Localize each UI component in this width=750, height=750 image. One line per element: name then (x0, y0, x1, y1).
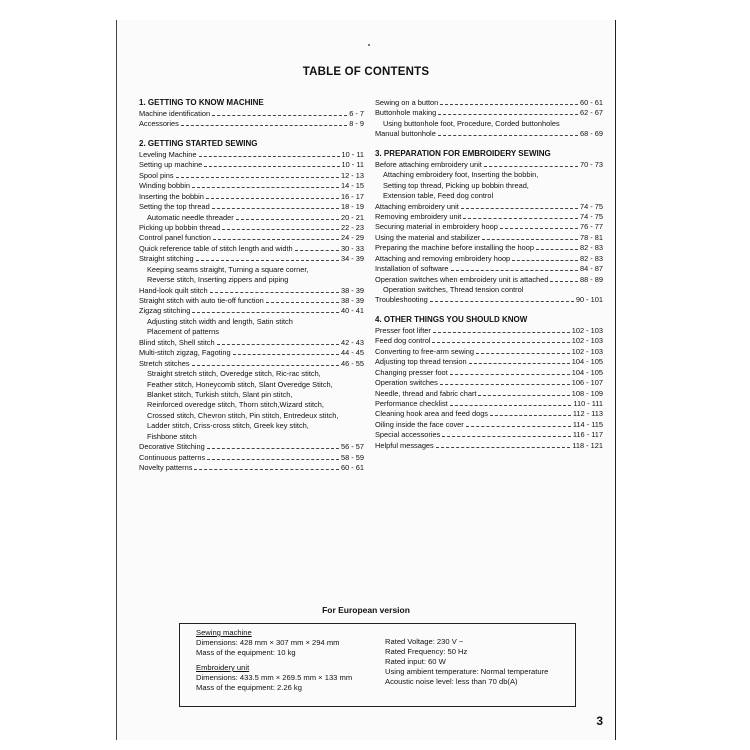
toc-entry-pages: 12 - 13 (340, 170, 364, 180)
dot-leader (440, 99, 578, 105)
toc-entry-pages: 76 - 77 (579, 222, 603, 232)
ambient-temperature: Using ambient temperature: Normal temperature (385, 667, 549, 676)
dot-leader (430, 296, 574, 302)
dot-leader (295, 245, 339, 251)
toc-entry-pages: 58 - 59 (340, 452, 364, 462)
dot-leader (213, 234, 339, 240)
toc-entry-title: Novelty patterns (139, 463, 193, 472)
toc-entry (375, 212, 603, 222)
dot-leader (266, 297, 339, 303)
toc-entry (375, 233, 603, 243)
toc-entry (375, 347, 603, 357)
toc-entry-pages: 68 - 69 (579, 129, 603, 139)
toc-entry (139, 233, 364, 243)
toc-entry-pages: 102 - 103 (571, 346, 603, 356)
toc-entry-title: Operation switches when embroidery unit is attached (375, 274, 549, 284)
toc-entry-title: Setting up machine (139, 160, 203, 170)
toc-entry-title: Securing material in embroidery hoop (375, 222, 498, 232)
toc-entry (375, 378, 603, 388)
toc-entry-pages: 82 - 83 (579, 243, 603, 253)
sewing-dimensions: Dimensions: 428 mm × 307 mm × 294 mm (196, 638, 340, 647)
toc-entry-title: Operation switches (375, 378, 438, 388)
embroidery-unit-heading: Embroidery unit (196, 663, 250, 672)
rated-frequency: Rated Frequency: 50 Hz (385, 647, 468, 656)
toc-entry-pages: 20 - 21 (340, 212, 364, 222)
dot-leader (206, 193, 339, 199)
toc-entry (375, 108, 603, 118)
european-version-title: For European version (322, 605, 410, 615)
toc-entry-pages: 10 - 11 (341, 149, 364, 159)
toc-entry-pages: 106 - 107 (571, 378, 603, 388)
toc-entry-title: Manual buttonhole (375, 129, 436, 139)
toc-entry (375, 275, 603, 285)
toc-entry-title: Automatic needle threader (147, 212, 234, 222)
toc-entry-pages: 38 - 39 (340, 296, 364, 305)
toc-entry-title: Before attaching embroidery unit (375, 159, 482, 169)
toc-entry (375, 430, 603, 440)
dot-leader (217, 339, 339, 345)
toc-entry (375, 336, 603, 346)
toc-entry-title: Removing embroidery unit (375, 211, 462, 221)
toc-entry-pages: 74 - 75 (579, 211, 603, 221)
toc-entry-pages: 42 - 43 (340, 337, 364, 347)
toc-entry-pages: 44 - 45 (340, 348, 364, 358)
dot-leader (181, 120, 347, 126)
toc-entry-title: Using the material and stabilizer (375, 232, 481, 242)
toc-entry (375, 441, 603, 451)
toc-entry-title: Preparing the machine before installing the hoop (375, 243, 535, 253)
toc-entry-pages: 22 - 23 (340, 222, 364, 232)
toc-entry (139, 296, 364, 306)
toc-entry-title: Performance checklist (375, 398, 448, 408)
toc-entry (139, 223, 364, 233)
toc-entry-pages: 10 - 11 (341, 160, 364, 170)
dot-leader (433, 327, 570, 333)
toc-entry-pages: 8 - 9 (349, 119, 364, 129)
toc-entry (139, 306, 364, 316)
toc-entry-pages: 116 - 117 (572, 430, 603, 440)
toc-subtopics: Ladder stitch, Criss-cross stitch, Greek key stitch, (147, 421, 309, 431)
page-title: TABLE OF CONTENTS (302, 66, 430, 78)
dot-leader (550, 276, 578, 282)
dot-leader (450, 400, 572, 406)
specs-left (196, 628, 352, 693)
toc-entry (139, 244, 364, 254)
dot-leader (469, 358, 570, 364)
toc-entry-title: Leveling Machine (139, 149, 197, 159)
dot-leader (207, 443, 339, 449)
dot-leader (500, 223, 578, 229)
toc-entry-pages: 114 - 115 (572, 419, 603, 429)
toc-entry-pages: 104 - 105 (571, 367, 603, 377)
dot-leader (212, 110, 347, 116)
manual-page (116, 20, 616, 740)
toc-entry (375, 222, 603, 232)
embroidery-mass: Mass of the equipment: 2.26 kg (196, 683, 302, 692)
toc-entry-title: Continuous patterns (139, 452, 206, 462)
toc-entry (375, 295, 603, 305)
rated-input: Rated input: 60 W (385, 657, 446, 666)
toc-entry-title: Helpful messages (375, 440, 434, 450)
toc-entry (139, 171, 364, 181)
toc-entry-pages: 24 - 29 (340, 233, 364, 243)
toc-entry-title: Inserting the bobbin (139, 191, 204, 201)
toc-entry-pages: 34 - 39 (340, 254, 364, 264)
toc-entry-title: Installation of software (375, 264, 449, 274)
toc-entry-pages: 16 - 17 (340, 191, 364, 201)
dot-leader (192, 182, 339, 188)
spacer (375, 306, 603, 315)
toc-entry-title: Buttonhole making (375, 108, 437, 118)
dot-leader (466, 421, 571, 427)
toc-entry (139, 181, 364, 191)
toc-subtopics: Fishbone stitch (147, 431, 197, 441)
toc-entry (139, 254, 364, 264)
toc-entry (139, 442, 364, 452)
toc-subtopics: Reverse stitch, Inserting zippers and piping (147, 275, 289, 285)
toc-left-column (139, 98, 364, 473)
dot-leader (222, 224, 339, 230)
toc-entry (139, 359, 364, 369)
toc-entry (139, 213, 364, 223)
toc-subtopics: Blanket stitch, Turkish stitch, Slant pin stitch, (147, 389, 293, 399)
toc-entry-title: Setting the top thread (139, 202, 210, 212)
toc-subtopics: Using buttonhole foot, Procedure, Corded buttonholes (383, 118, 560, 128)
sewing-machine-heading: Sewing machine (196, 628, 252, 637)
toc-entry-pages: 18 - 19 (340, 202, 364, 212)
dot-leader (438, 109, 578, 115)
toc-entry (139, 150, 364, 160)
dot-leader (484, 161, 578, 167)
specs-right (385, 637, 548, 687)
dot-leader (476, 348, 570, 354)
dot-leader (210, 287, 339, 293)
spacer (139, 130, 364, 139)
toc-entry-pages: 102 - 103 (571, 325, 603, 335)
dot-leader (194, 464, 339, 470)
dot-leader (212, 203, 339, 209)
toc-entry-pages: 14 - 15 (340, 181, 364, 191)
toc-entry (375, 264, 603, 274)
toc-entry-title: Picking up bobbin thread (139, 222, 221, 232)
toc-entry-pages: 84 - 87 (579, 264, 603, 274)
toc-entry-title: Machine identification (139, 109, 211, 118)
toc-entry (375, 409, 603, 419)
toc-entry-title: Troubleshooting (375, 295, 428, 305)
toc-entry-title: Attaching embroidery unit (375, 201, 459, 211)
toc-subtopics: Attaching embroidery foot, Inserting the bobbin, (383, 170, 539, 180)
toc-subtopics: Feather stitch, Honeycomb stitch, Slant Overedge Stitch, (147, 379, 333, 389)
section-heading: 4. OTHER THINGS YOU SHOULD KNOW (375, 314, 528, 324)
dot-leader (192, 307, 339, 313)
toc-entry-title: Multi-stitch zigzag, Fagoting (139, 348, 231, 358)
toc-entry (375, 368, 603, 378)
toc-entry-pages: 70 - 73 (579, 159, 603, 169)
dot-leader (450, 369, 570, 375)
toc-entry (375, 389, 603, 399)
toc-entry (375, 160, 603, 170)
dot-leader (204, 161, 339, 167)
spacer (375, 140, 603, 149)
dot-leader (451, 265, 578, 271)
toc-entry-title: Blind stitch, Shell stitch (139, 337, 215, 347)
scan-speck (368, 44, 370, 46)
dot-leader (436, 442, 571, 448)
toc-entry-pages: 6 - 7 (349, 109, 364, 118)
toc-entry-pages: 90 - 101 (575, 295, 603, 305)
toc-entry (139, 109, 364, 119)
toc-subtopics: Setting top thread, Picking up bobbin thread, (383, 180, 529, 190)
toc-entry (375, 254, 603, 264)
toc-entry (375, 399, 603, 409)
toc-subtopics: Keeping seams straight, Turning a square corner, (147, 264, 309, 274)
embroidery-dimensions: Dimensions: 433.5 mm × 269.5 mm × 133 mm (196, 673, 353, 682)
toc-entry (139, 338, 364, 348)
toc-subtopics: Placement of patterns (147, 327, 219, 337)
dot-leader (176, 172, 339, 178)
toc-entry-title: Straight stitching (139, 254, 194, 264)
page-number: 3 (596, 714, 603, 728)
toc-entry-pages: 38 - 39 (340, 285, 364, 295)
toc-entry-pages: 78 - 81 (579, 232, 603, 242)
specifications-box (179, 623, 576, 707)
toc-entry-title: Straight stitch with auto tie-off function (139, 296, 264, 305)
toc-entry (139, 119, 364, 129)
toc-entry-title: Attaching and removing embroidery hoop (375, 253, 511, 263)
toc-subtopics: Crossed stitch, Chevron stitch, Pin stitch, Entredeux stitch, (147, 410, 339, 420)
toc-entry-pages: 46 - 55 (340, 358, 364, 368)
toc-entry-title: Adjusting top thread tension (375, 357, 467, 367)
dot-leader (432, 337, 569, 343)
toc-entry-title: Spool pins (139, 170, 174, 180)
toc-entry (139, 192, 364, 202)
dot-leader (196, 255, 339, 261)
toc-subtopics: Straight stretch stitch, Overedge stitch, Ric-rac stitch, (147, 369, 321, 379)
sewing-mass: Mass of the equipment: 10 kg (196, 648, 296, 657)
toc-entry (375, 357, 603, 367)
toc-entry-title: Sewing on a button (375, 98, 439, 107)
toc-entry-pages: 74 - 75 (579, 201, 603, 211)
toc-entry (139, 453, 364, 463)
toc-entry-pages: 104 - 105 (571, 357, 603, 367)
toc-entry-pages: 60 - 61 (340, 463, 364, 472)
toc-entry-title: Quick reference table of stitch length and width (139, 243, 293, 253)
section-heading: 3. PREPARATION FOR EMBROIDERY SEWING (375, 148, 551, 158)
toc-entry-title: Changing presser foot (375, 367, 448, 377)
toc-entry-title: Special accessories (375, 430, 441, 440)
dot-leader (536, 244, 578, 250)
toc-entry-title: Cleaning hook area and feed dogs (375, 409, 488, 419)
toc-entry-title: Converting to free-arm sewing (375, 346, 474, 356)
toc-entry-title: Presser foot lifter (375, 325, 431, 335)
toc-entry (375, 98, 603, 108)
toc-entry-title: Accessories (139, 119, 179, 129)
toc-entry-title: Hand-look quilt stitch (139, 285, 208, 295)
toc-subtopics: Extension table, Feed dog control (383, 191, 494, 201)
toc-entry-pages: 88 - 89 (579, 274, 603, 284)
toc-entry-pages: 118 - 121 (572, 440, 603, 450)
toc-entry (139, 202, 364, 212)
toc-entry (375, 243, 603, 253)
toc-entry-pages: 110 - 111 (573, 398, 603, 408)
toc-entry-title: Needle, thread and fabric chart (375, 388, 477, 398)
toc-entry-title: Zigzag stitching (139, 306, 191, 316)
acoustic-noise: Acoustic noise level: less than 70 db(A) (385, 677, 518, 686)
section-heading: 2. GETTING STARTED SEWING (139, 138, 258, 148)
toc-entry-title: Decorative Stitching (139, 442, 205, 452)
toc-entry-pages: 112 - 113 (572, 409, 603, 419)
toc-entry-title: Feed dog control (375, 336, 431, 346)
toc-entry-pages: 108 - 109 (571, 388, 603, 398)
toc-entry-title: Winding bobbin (139, 181, 190, 191)
toc-entry (375, 202, 603, 212)
toc-entry-title: Oiling inside the face cover (375, 419, 464, 429)
dot-leader (512, 255, 578, 261)
toc-entry-title: Control panel function (139, 233, 211, 243)
dot-leader (478, 390, 569, 396)
dot-leader (482, 234, 578, 240)
toc-entry-pages: 60 - 61 (579, 98, 603, 107)
toc-entry (139, 463, 364, 473)
dot-leader (442, 431, 571, 437)
dot-leader (461, 203, 578, 209)
toc-subtopics: Operation switches, Thread tension control (383, 285, 524, 294)
dot-leader (236, 214, 339, 220)
toc-entry (375, 420, 603, 430)
dot-leader (199, 151, 340, 157)
dot-leader (438, 130, 578, 136)
toc-entry-pages: 62 - 67 (579, 108, 603, 118)
section-heading: 1. GETTING TO KNOW MACHINE (139, 98, 264, 107)
dot-leader (192, 360, 339, 366)
dot-leader (207, 454, 339, 460)
toc-entry (139, 286, 364, 296)
toc-entry (375, 326, 603, 336)
toc-entry-pages: 102 - 103 (571, 336, 603, 346)
dot-leader (233, 349, 339, 355)
toc-entry (375, 129, 603, 139)
toc-subtopics: Reinforced overedge stitch, Thorn stitch,Wizard stitch, (147, 400, 324, 410)
toc-entry-pages: 82 - 83 (579, 253, 603, 263)
toc-entry-pages: 30 - 33 (340, 243, 364, 253)
toc-entry (139, 160, 364, 170)
dot-leader (440, 379, 570, 385)
toc-subtopics: Adjusting stitch width and length, Satin stitch (147, 316, 293, 326)
dot-leader (490, 410, 571, 416)
rated-voltage: Rated Voltage: 230 V ~ (385, 637, 464, 646)
toc-right-column (375, 98, 603, 451)
dot-leader (463, 213, 578, 219)
toc-entry-title: Stretch stitches (139, 358, 190, 368)
toc-entry-pages: 40 - 41 (340, 306, 364, 316)
toc-entry (139, 348, 364, 358)
toc-entry-pages: 56 - 57 (340, 442, 364, 452)
